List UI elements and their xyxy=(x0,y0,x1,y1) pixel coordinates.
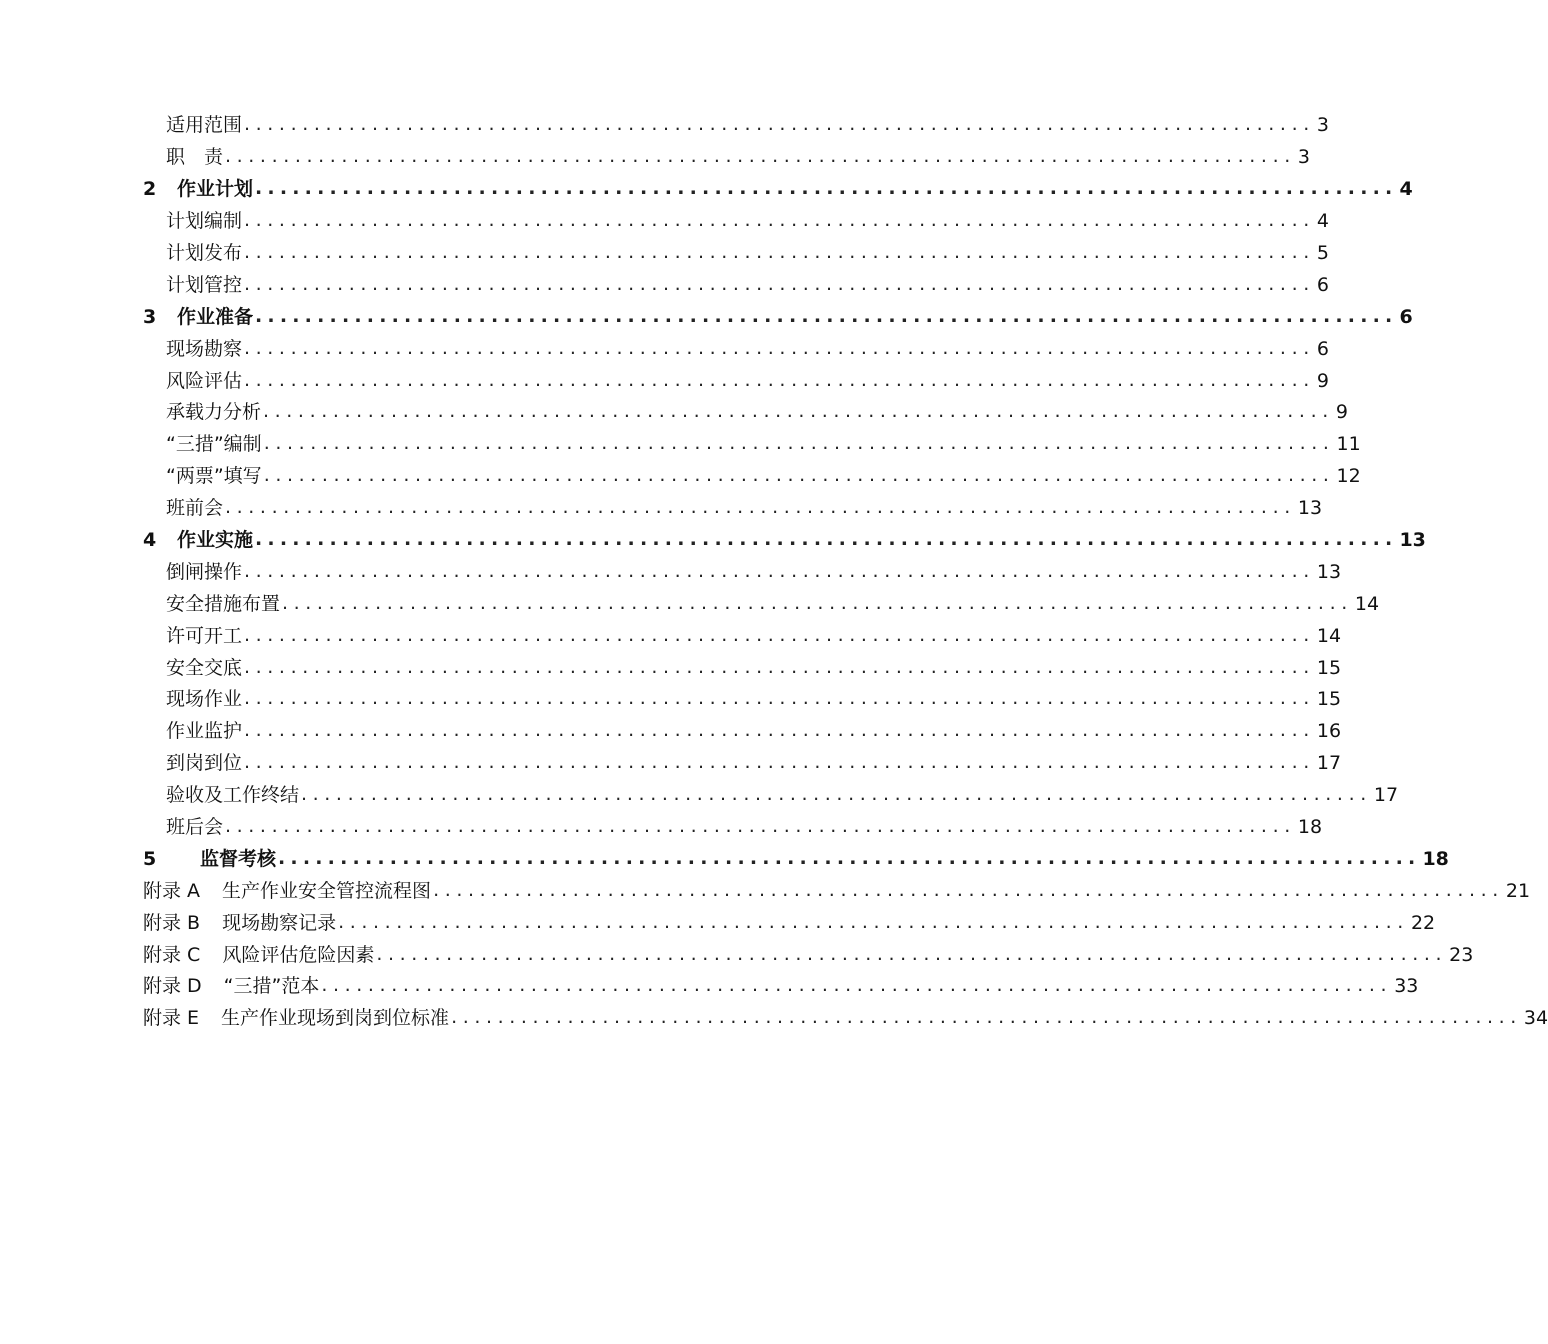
toc-entry-label: 生产作业安全管控流程图 xyxy=(222,879,432,902)
dot-leader: ............................................................................................ xyxy=(225,496,1296,519)
toc-entry-label: 安全交底 xyxy=(166,656,243,679)
toc-entry-label: 风险评估危险因素 xyxy=(222,943,375,966)
toc-entry[interactable] xyxy=(0,780,1399,812)
toc-entry-label: 倒闸操作 xyxy=(166,560,243,583)
toc-entry[interactable] xyxy=(0,429,1361,461)
toc-appendix-entry[interactable] xyxy=(0,1003,1548,1035)
toc-entry-label: 许可开工 xyxy=(166,624,243,647)
toc-entry[interactable] xyxy=(0,397,1348,429)
toc-chapter-number: 4 xyxy=(143,529,157,552)
toc-entry-page: 33 xyxy=(1394,975,1419,998)
toc-entry-page: 23 xyxy=(1449,943,1474,966)
toc-entry[interactable] xyxy=(0,142,1310,174)
toc-appendix-entry[interactable] xyxy=(0,875,1531,907)
toc-entry-page: 22 xyxy=(1410,911,1436,934)
toc-chapter-entry[interactable] xyxy=(0,843,1449,875)
toc-entry-label: 作业实施 xyxy=(177,529,254,552)
toc-entry-page: 3 xyxy=(1316,114,1329,137)
toc-entry-page: 5 xyxy=(1316,242,1329,264)
dot-leader: ............................................................................................ xyxy=(278,846,1421,869)
toc-appendix-entry[interactable] xyxy=(0,907,1436,939)
toc-entry-page: 15 xyxy=(1316,656,1342,679)
toc-appendix-entry[interactable] xyxy=(0,971,1419,1003)
toc-entry-label: 风险评估 xyxy=(166,369,243,392)
toc-entry-label: “两票”填写 xyxy=(166,465,262,488)
dot-leader: ............................................................................................ xyxy=(255,177,1398,200)
dot-leader: ............................................................................................ xyxy=(376,942,1448,965)
dot-leader: ............................................................................................ xyxy=(263,464,1335,487)
toc-entry-page: 18 xyxy=(1422,847,1449,870)
toc-chapter-entry[interactable] xyxy=(0,301,1413,333)
dot-leader: ............................................................................................ xyxy=(244,209,1315,232)
toc-entry-page: 14 xyxy=(1316,624,1342,647)
dot-leader: ............................................................................................ xyxy=(244,272,1315,295)
toc-entry-label: 现场勘察 xyxy=(166,337,243,360)
toc-entry-page: 6 xyxy=(1399,305,1413,328)
toc-entry-label: 计划管控 xyxy=(166,273,243,296)
toc-entry-page: 13 xyxy=(1316,560,1342,583)
toc-entry-page: 14 xyxy=(1354,592,1380,615)
dot-leader: ............................................................................................ xyxy=(244,655,1315,678)
toc-entry[interactable] xyxy=(0,716,1342,748)
toc-entry-label: 监督考核 xyxy=(200,847,277,870)
dot-leader: ............................................................................................ xyxy=(321,974,1393,997)
toc-entry[interactable] xyxy=(0,269,1329,301)
toc-entry-page: 13 xyxy=(1399,529,1426,552)
toc-entry-page: 3 xyxy=(1297,146,1310,169)
toc-entry-page: 4 xyxy=(1399,178,1413,201)
toc-entry[interactable] xyxy=(0,206,1329,238)
dot-leader: ............................................................................................ xyxy=(225,145,1296,168)
dot-leader: ............................................................................................ xyxy=(244,623,1315,646)
toc-entry-label: 作业监护 xyxy=(166,720,243,743)
dot-leader: ............................................................................................ xyxy=(244,113,1315,136)
toc-entry[interactable] xyxy=(0,238,1329,270)
toc-entry[interactable] xyxy=(0,333,1329,365)
toc-entry-page: 16 xyxy=(1316,720,1342,743)
dot-leader: ............................................................................................ xyxy=(255,304,1398,327)
dot-leader: ............................................................................................ xyxy=(244,336,1315,359)
toc-entry-page: 9 xyxy=(1316,369,1329,392)
toc-entry-page: 34 xyxy=(1523,1007,1548,1030)
toc-entry[interactable] xyxy=(0,365,1329,397)
dot-leader: ............................................................................................ xyxy=(263,432,1335,455)
toc-entry[interactable] xyxy=(0,588,1380,620)
toc-chapter-entry[interactable] xyxy=(0,174,1413,206)
toc-entry-page: 15 xyxy=(1316,688,1342,711)
dot-leader: ............................................................................................ xyxy=(244,687,1315,710)
toc-entry-label: 班后会 xyxy=(166,816,224,839)
toc-chapter-number: 2 xyxy=(143,178,157,201)
toc-entry-label: 现场勘察记录 xyxy=(222,911,337,934)
toc-entry-label: 计划编制 xyxy=(166,210,243,233)
toc-appendix-number: 附录 C xyxy=(143,943,201,966)
toc-entry-page: 6 xyxy=(1316,337,1329,360)
dot-leader: ............................................................................................ xyxy=(225,815,1296,838)
dot-leader: ............................................................................................ xyxy=(244,368,1315,391)
toc-entry[interactable] xyxy=(0,652,1342,684)
toc-entry[interactable] xyxy=(0,748,1342,780)
dot-leader: ............................................................................................ xyxy=(282,591,1353,614)
toc-entry-label: 承载力分析 xyxy=(166,401,262,424)
toc-entry-label: 验收及工作终结 xyxy=(166,784,300,807)
toc-appendix-number: 附录 A xyxy=(143,879,201,902)
dot-leader: ............................................................................................ xyxy=(244,719,1315,742)
toc-entry[interactable] xyxy=(0,110,1329,142)
toc-chapter-number: 3 xyxy=(143,305,157,328)
toc-entry-label: 现场作业 xyxy=(166,688,243,711)
toc-entry-page: 13 xyxy=(1297,497,1323,520)
toc-entry-page: 17 xyxy=(1316,752,1342,775)
toc-entry-page: 6 xyxy=(1316,273,1329,296)
dot-leader: ............................................................................................ xyxy=(244,751,1315,774)
dot-leader: ............................................................................................ xyxy=(301,783,1372,806)
toc-entry-label: 生产作业现场到岗到位标准 xyxy=(221,1007,450,1030)
toc-entry-label: 适用范围 xyxy=(166,114,243,137)
toc-entry-label: 安全措施布置 xyxy=(166,592,281,615)
toc-entry[interactable] xyxy=(0,461,1361,493)
toc-entry-page: 17 xyxy=(1373,784,1399,807)
toc-entry-page: 9 xyxy=(1335,401,1348,424)
toc-entry[interactable] xyxy=(0,812,1323,844)
toc-entry[interactable] xyxy=(0,684,1342,716)
dot-leader: ............................................................................................ xyxy=(451,1006,1522,1029)
toc-entry-page: 11 xyxy=(1336,433,1361,456)
toc-entry-page: 21 xyxy=(1505,879,1531,902)
toc-entry-label: 计划发布 xyxy=(166,242,243,264)
toc-entry-page: 12 xyxy=(1336,465,1361,488)
dot-leader: ............................................................................................ xyxy=(433,878,1504,901)
dot-leader: ............................................................................................ xyxy=(244,559,1315,582)
toc-appendix-number: 附录 D xyxy=(143,975,202,998)
toc-entry[interactable] xyxy=(0,620,1342,652)
toc-chapter-number: 5 xyxy=(143,847,157,870)
dot-leader: ............................................................................................ xyxy=(244,241,1315,263)
toc-entry-label: 班前会 xyxy=(166,497,224,520)
table-of-contents xyxy=(0,110,1548,1035)
toc-appendix-entry[interactable] xyxy=(0,939,1474,971)
toc-appendix-number: 附录 E xyxy=(143,1007,200,1030)
toc-entry-label: 到岗到位 xyxy=(166,752,243,775)
toc-entry-label: “三措”范本 xyxy=(223,975,320,998)
toc-entry-label: 作业准备 xyxy=(177,305,254,328)
toc-entry-page: 4 xyxy=(1316,210,1329,233)
dot-leader: ............................................................................................ xyxy=(255,528,1398,551)
toc-entry-label: 作业计划 xyxy=(177,178,254,201)
toc-entry-label: “三措”编制 xyxy=(166,433,262,456)
dot-leader: ............................................................................................ xyxy=(338,910,1409,933)
dot-leader: ............................................................................................ xyxy=(263,400,1334,423)
toc-entry[interactable] xyxy=(0,556,1342,588)
toc-entry-label: 职 责 xyxy=(166,146,224,169)
toc-appendix-number: 附录 B xyxy=(143,911,201,934)
toc-entry-page: 18 xyxy=(1297,816,1323,839)
toc-entry[interactable] xyxy=(0,493,1323,525)
toc-chapter-entry[interactable] xyxy=(0,525,1426,557)
